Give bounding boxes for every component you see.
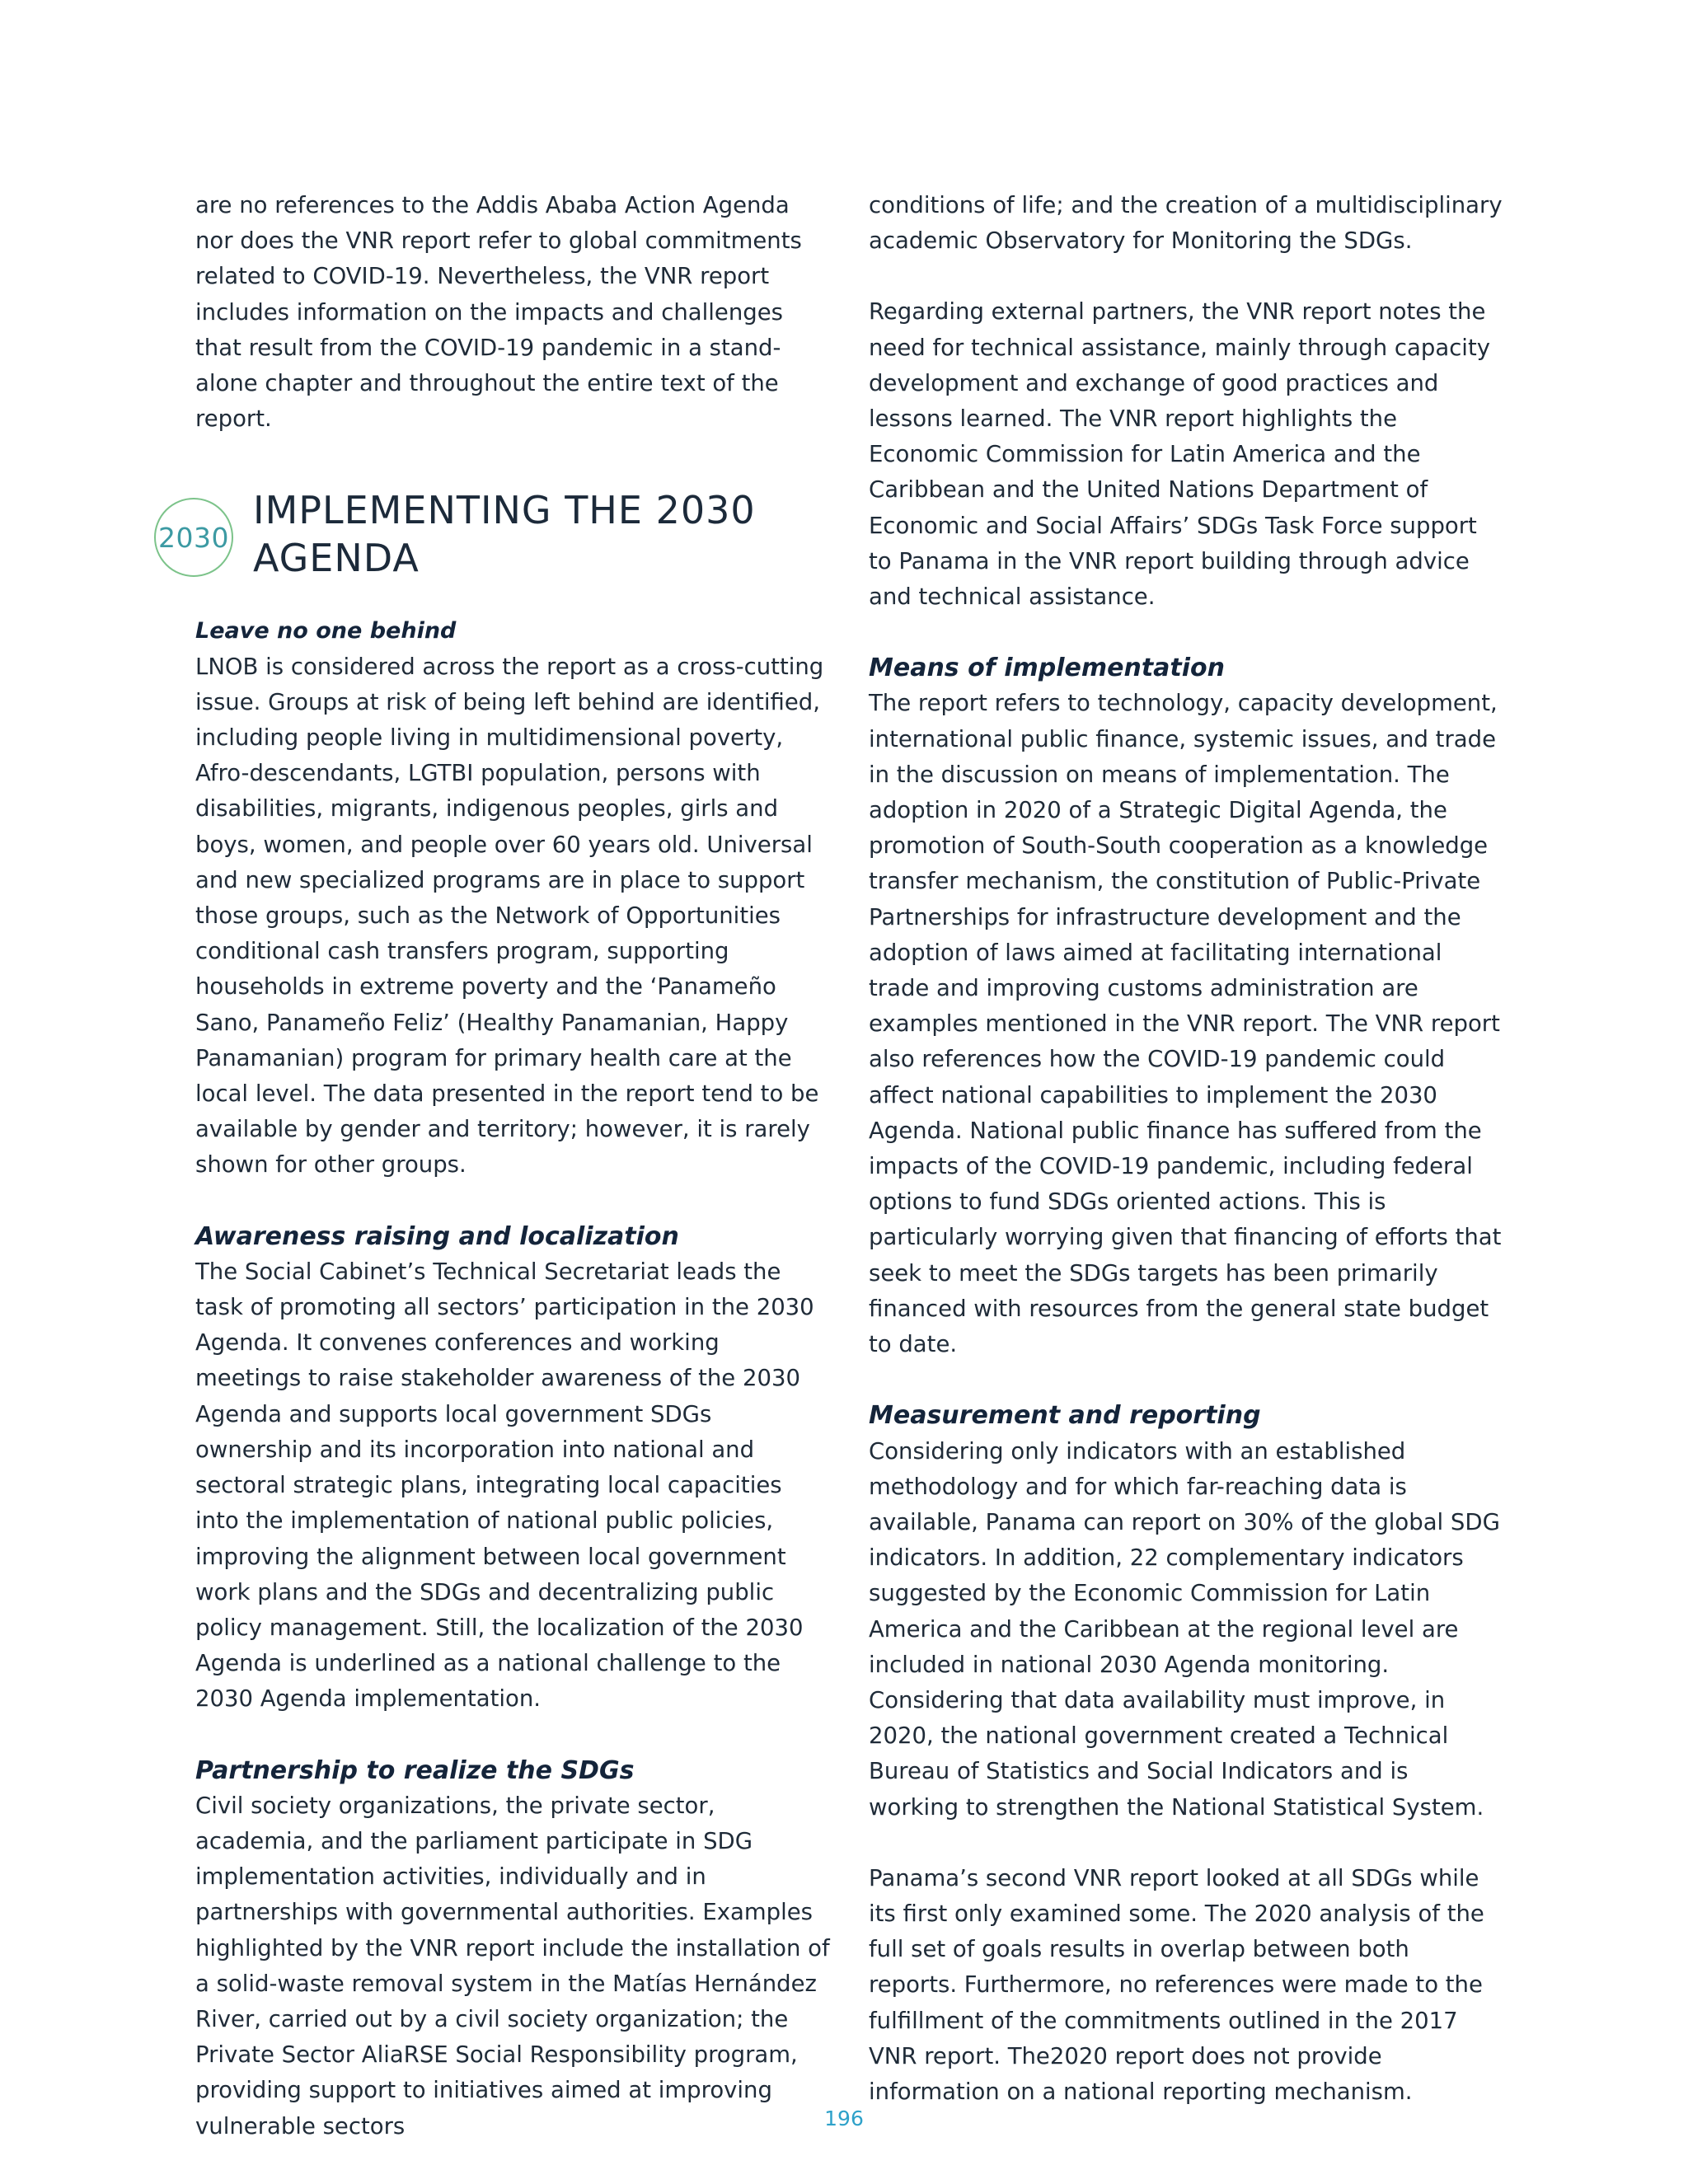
- partnership-paragraph: Civil society organizations, the private sector, academia, and the parliament participate in SDG implementation activities, individually and in partnerships with governmental authorities. Examples highlighted by the VNR report include the installation of a solid-waste removal system in the Matías Hernández River, carried out by a civil society organization; the Private Sector AliaRSE Social Responsibility program, providing support to initiatives aimed at improving vulnerable sectors: [195, 1792, 830, 2139]
- second-vnr-paragraph: Panama’s second VNR report looked at all SDGs while its first only examined some. The 2020 analysis of the full set of goals results in overlap between both reports. Furthermore, no references were made to the fulfillment of the commitments outlined in the 2017 VNR report. The2020 report does not provide information on a national reporting mechanism.: [869, 1864, 1484, 2105]
- means-paragraph: The report refers to technology, capacity development, international public finance, systemic issues, and trade in the discussion on means of implementation. The adoption in 2020 of a Strategic Digital Agenda, the promotion of South-South cooperation as a knowledge transfer mechanism, the constitution of Public-Private Partnerships for infrastructure development and the adoption of laws aimed at facilitating international trade and improving customs administration are examples mentioned in the VNR report. The VNR report also references how the COVID-19 pandemic could affect national capabilities to implement the 2030 Agenda. National public finance has suffered from the impacts of the COVID-19 pandemic, including federal options to fund SDGs oriented actions. This is particularly worrying given that financing of efforts that seek to meet the SDGs targets has been primarily financed with resources from the general state budget to date.: [869, 690, 1502, 1358]
- awareness-paragraph: The Social Cabinet’s Technical Secretariat leads the task of promoting all sectors’ participation in the 2030 Agenda. It convenes conferences and working meetings to raise stakeholder awareness of the 2030 Agenda and supports local government SDGs ownership and its incorporation into national and sectoral strategic plans, integrating local capacities into the implementation of national public policies, improving the alignment between local government work plans and the SDGs and decentralizing public policy management. Still, the localization of the 2030 Agenda is underlined as a national challenge to the 2030 Agenda implementation.: [195, 1258, 814, 1713]
- page-number: 196: [824, 2107, 864, 2130]
- section-title: IMPLEMENTING THE 2030 AGENDA: [253, 488, 756, 581]
- partnership-heading: Partnership to realize the SDGs: [195, 1755, 635, 1785]
- lnob-paragraph: LNOB is considered across the report as a cross-cutting issue. Groups at risk of being left behind are identified, including people living in multidimensional poverty, Afro-descendants, LGTBI population, persons with disabilities, migrants, indigenous peoples, girls and boys, women, and people over 60 years old. Universal and new specialized programs are in place to support those groups, such as the Network of Opportunities conditional cash transfers program, supporting households in extreme poverty and the ‘Panameño Sano, Panameño Feliz’ (Healthy Panamanian, Happy Panamanian) program for primary health care at the local level. The data presented in the report tend to be available by gender and territory; however, it is rarely shown for other groups.: [195, 653, 824, 1179]
- spacer: [869, 615, 1503, 650]
- measurement-paragraph: Considering only indicators with an established methodology and for which far-reaching data is available, Panama can report on 30% of the global SDG indicators. In addition, 22 complementary indicators suggested by the Economic Commission for Latin America and the Caribbean at the regional level are included in national 2030 Agenda monitoring. Considering that data availability must improve, in 2020, the national government created a Technical Bureau of Statistics and Social Indicators and is working to strengthen the National Statistical System.: [869, 1437, 1500, 1821]
- lnob-heading: Leave no one behind: [195, 618, 457, 644]
- means-heading: Means of implementation: [869, 654, 1225, 683]
- spacer: [195, 1183, 830, 1219]
- right-column: [869, 188, 1503, 2110]
- external-partners-paragraph: Regarding external partners, the VNR report notes the need for technical assistance, mainly through capacity development and exchange of good practices and lessons learned. The VNR report highlights the Economic Commission for Latin America and the Caribbean and the United Nations Department of Economic and Social Affairs’ SDGs Task Force support to Panama in the VNR report building through advice and technical assistance.: [869, 298, 1491, 611]
- measurement-heading: Measurement and reporting: [869, 1401, 1261, 1431]
- spacer: [869, 1825, 1503, 1861]
- awareness-heading: Awareness raising and localization: [195, 1221, 679, 1251]
- intro-paragraph: are no references to the Addis Ababa Action Agenda nor does the VNR report refer to global commitments related to COVID-19. Nevertheless, the VNR report includes information on the impacts and challenges that result from the COVID-19 pandemic in a stand-alone chapter and throughout the entire text of the report.: [195, 192, 802, 433]
- continuation-paragraph: conditions of life; and the creation of a multidisciplinary academic Observatory for Monitoring the SDGs.: [869, 192, 1503, 255]
- left-column: [158, 188, 830, 2144]
- spacer: [869, 259, 1503, 294]
- section-header: [158, 486, 830, 588]
- spacer: [195, 1718, 830, 1753]
- agenda-2030-badge-icon: 2030: [154, 498, 233, 577]
- spacer: [869, 1362, 1503, 1398]
